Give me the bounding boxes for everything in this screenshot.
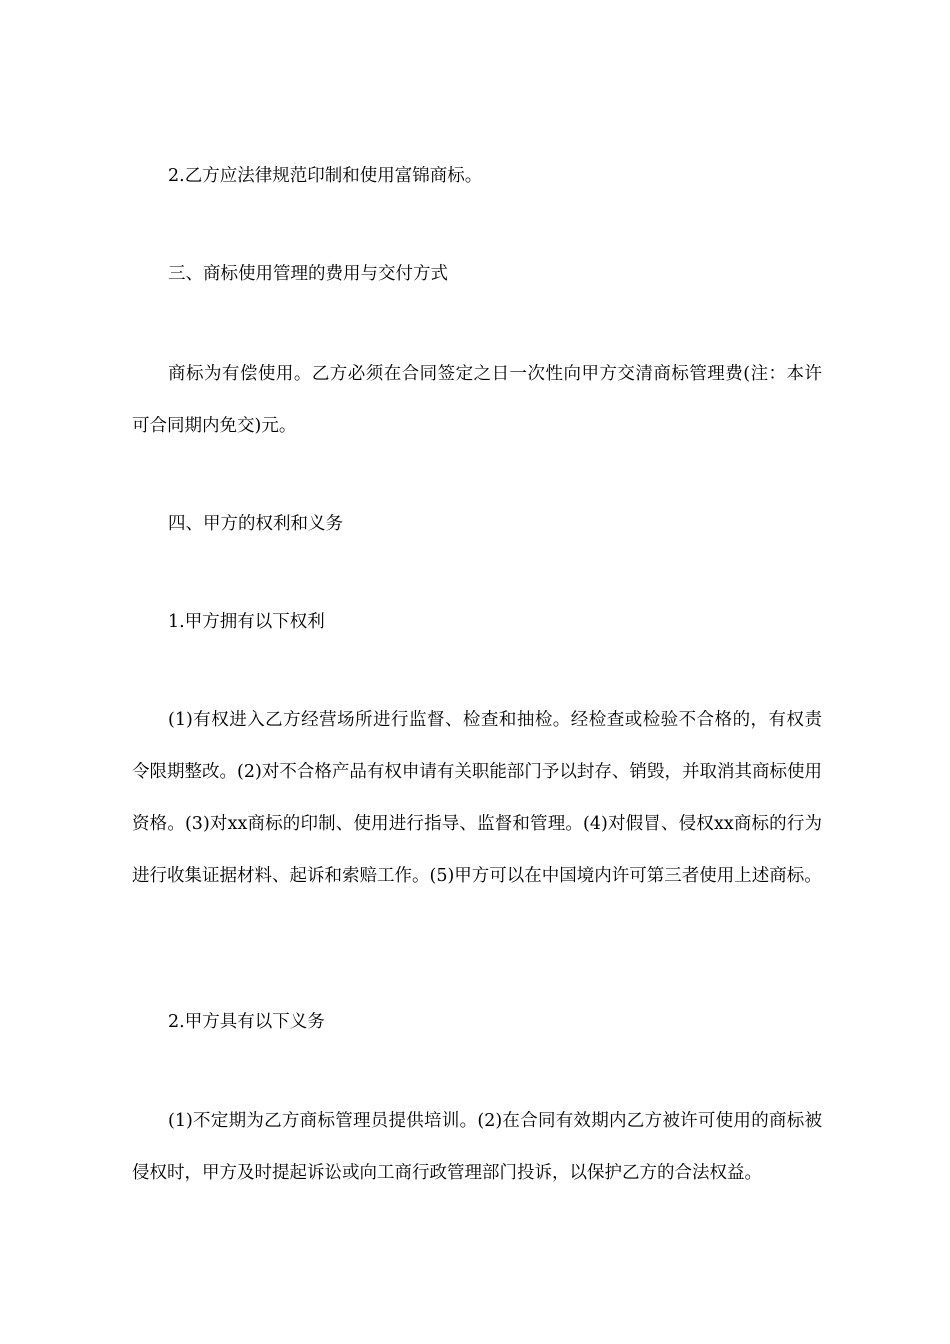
- party-a-rights-heading: 1.甲方拥有以下权利: [168, 612, 325, 632]
- section-4-heading: 四、甲方的权利和义务: [168, 514, 343, 534]
- party-a-obligations-paragraph: (1)不定期为乙方商标管理员提供培训。(2)在合同有效期内乙方被许可使用的商标被侵权时，甲方及时提起诉讼或向工商行政管理部门投诉，以保护乙方的合法权益。: [132, 1111, 822, 1183]
- clause-2-2-paragraph: 2.乙方应法律规范印制和使用富锦商标。: [168, 166, 483, 186]
- party-a-obligations-heading: 2.甲方具有以下义务: [168, 1012, 325, 1032]
- trademark-fee-paragraph: 商标为有偿使用。乙方必须在合同签定之日一次性向甲方交清商标管理费(注：本许可合同期内免交)元。: [132, 364, 822, 436]
- party-a-rights-paragraph: (1)有权进入乙方经营场所进行监督、检查和抽检。经检查或检验不合格的，有权责令限期整改。(2)对不合格产品有权申请有关职能部门予以封存、销毁，并取消其商标使用资格。(3)对xx商标的印制、使用进行指导、监督和管理。(4)对假冒、侵权xx商标的行为进行收集证据材料、起诉和索赔工作。(5)甲方可以在中国境内许可第三者使用上述商标。: [132, 710, 822, 886]
- section-3-heading: 三、商标使用管理的费用与交付方式: [168, 264, 448, 284]
